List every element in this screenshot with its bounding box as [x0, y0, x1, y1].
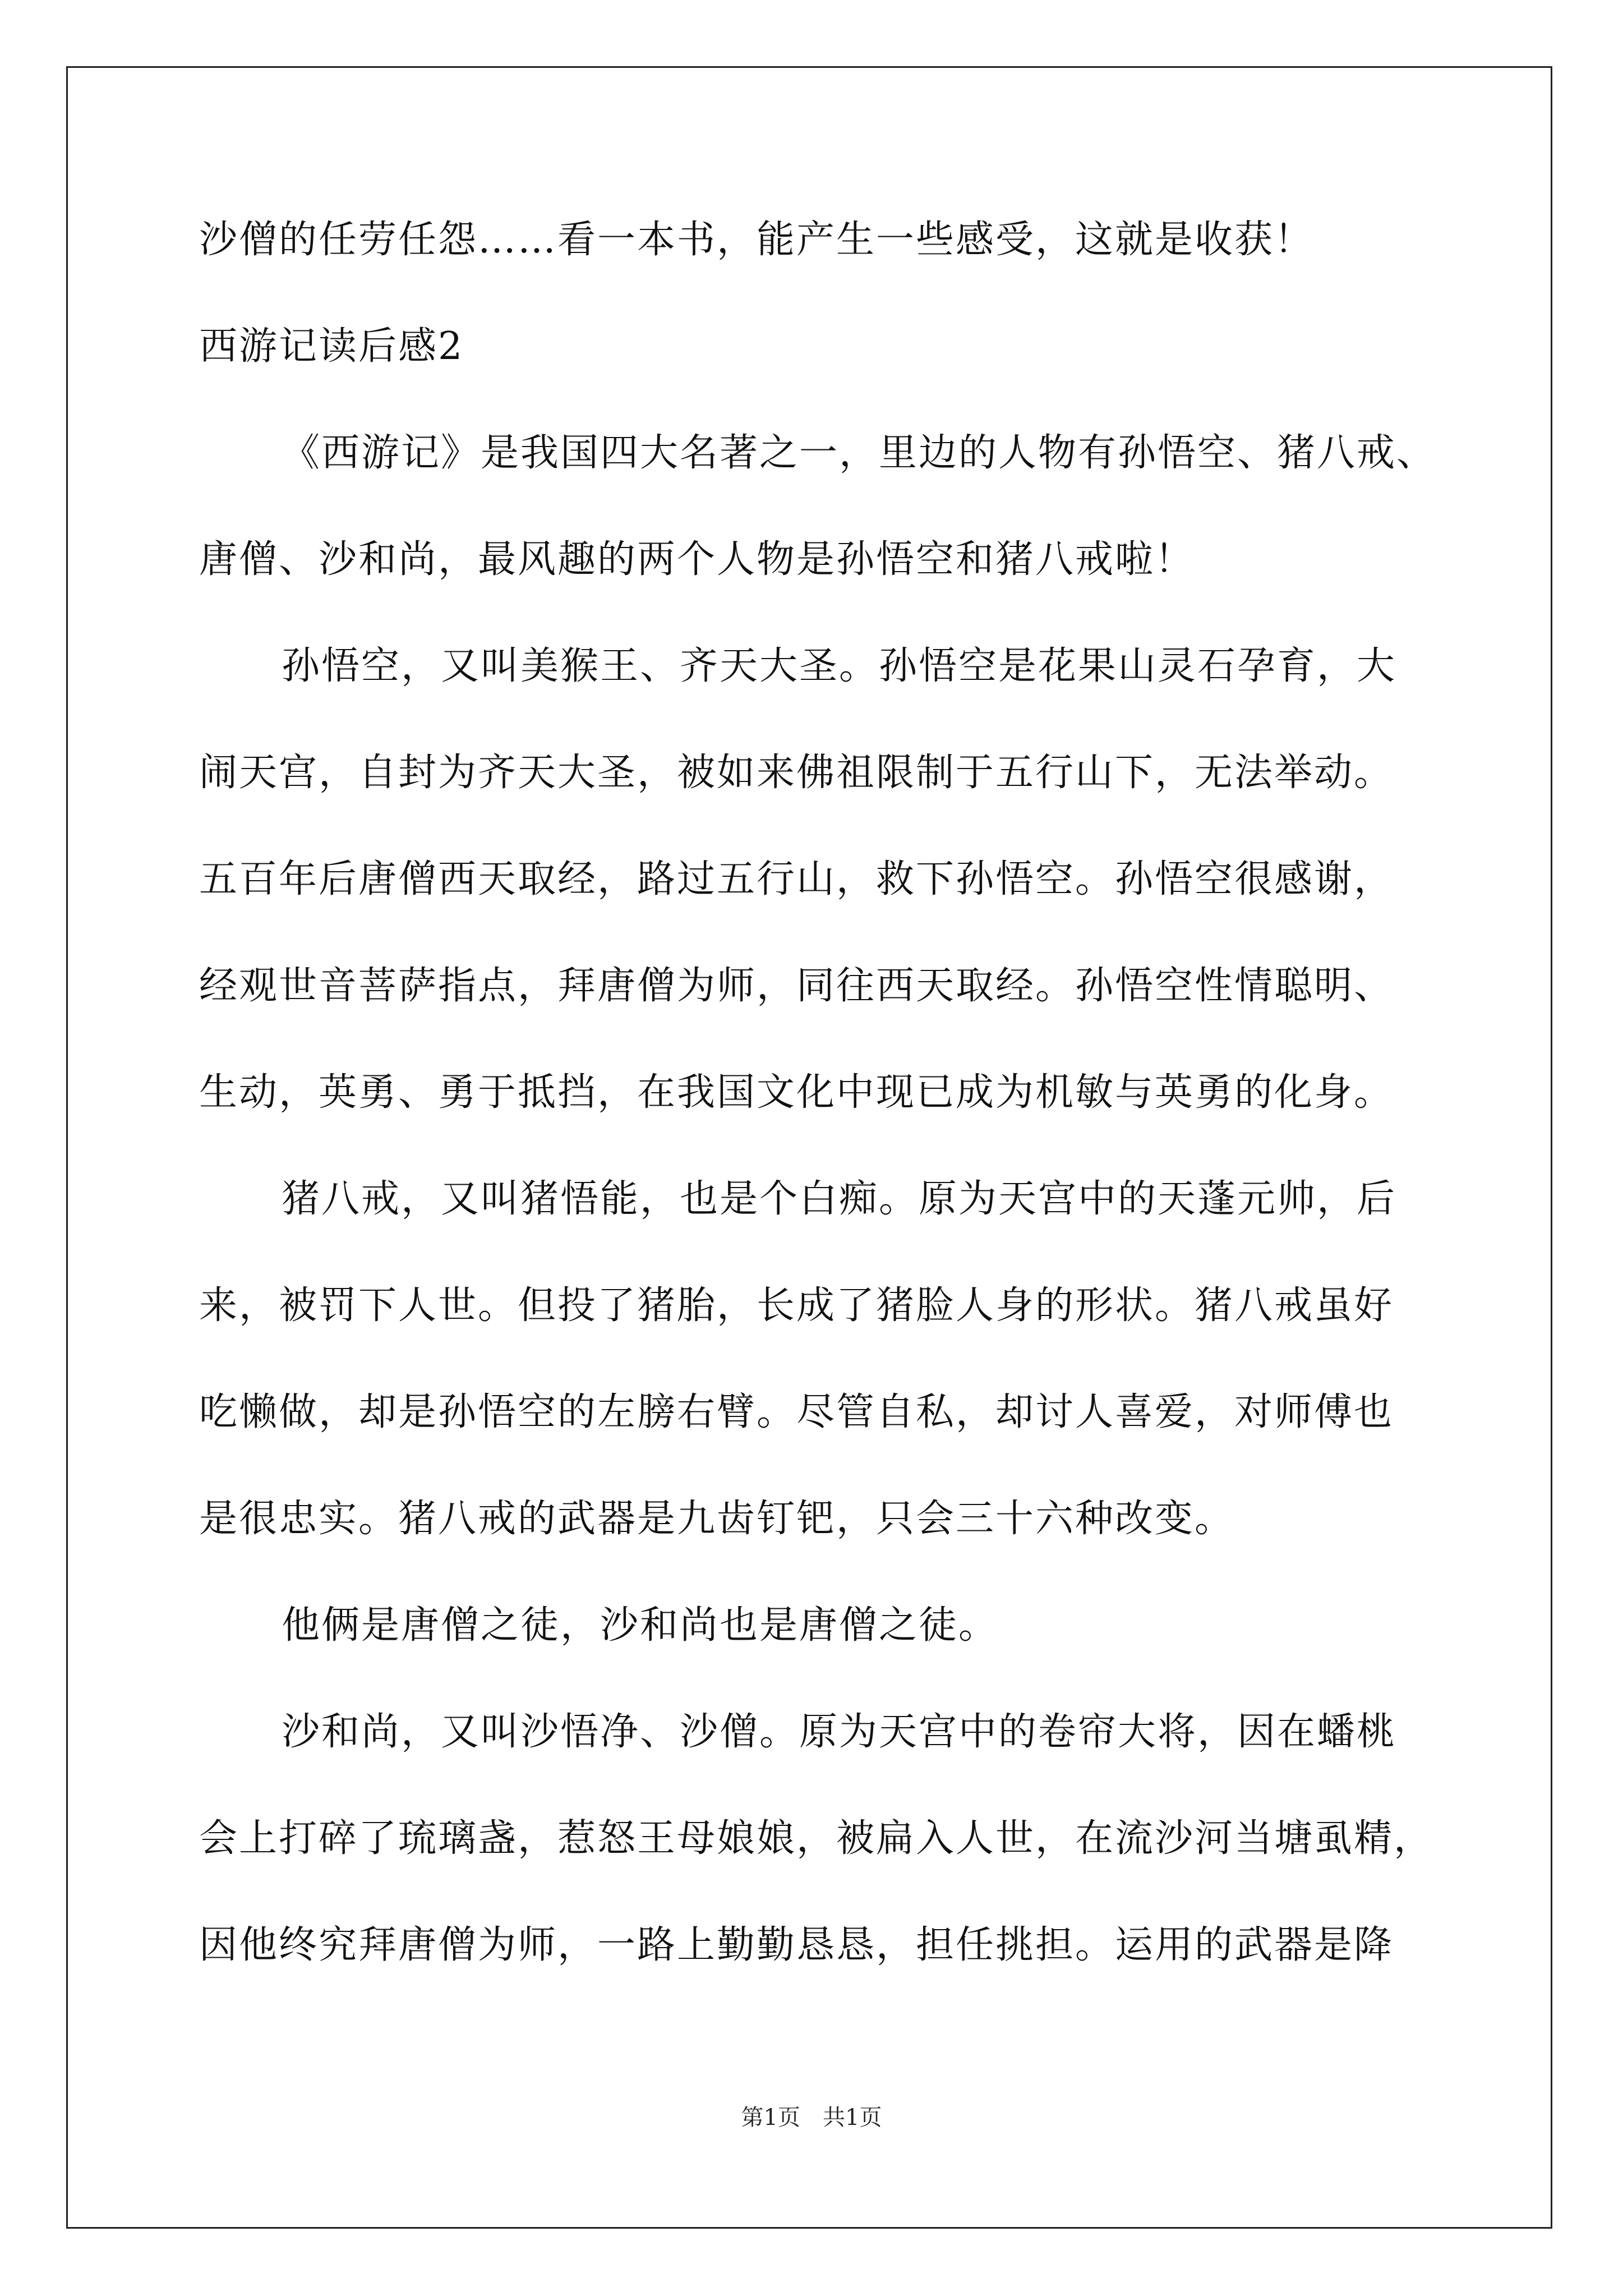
text-line-7: 五百年后唐僧西天取经，路过五行山，救下孙悟空。孙悟空很感谢，: [199, 857, 1394, 901]
text-line-1: 沙僧的任劳任怨……看一本书，能产生一些感受，这就是收获！: [199, 218, 1315, 262]
text-line-9: 生动，英勇、勇于抵挡，在我国文化中现已成为机敏与英勇的化身。: [199, 1070, 1394, 1115]
text-line-17: 因他终究拜唐僧为师，一路上勤勤恳恳，担任挑担。运用的武器是降: [199, 1923, 1394, 1967]
text-line-13: 是很忠实。猪八戒的武器是九齿钉钯，只会三十六种改变。: [199, 1497, 1235, 1541]
text-line-14: 他俩是唐僧之徒，沙和尚也是唐僧之徒。: [282, 1603, 999, 1648]
text-line-15: 沙和尚，又叫沙悟净、沙僧。原为天宫中的卷帘大将，因在蟠桃: [282, 1710, 1397, 1754]
text-line-10: 猪八戒，又叫猪悟能，也是个白痴。原为天宫中的天蓬元帅，后: [282, 1177, 1397, 1221]
section-title: 西游记读后感2: [199, 324, 464, 369]
text-line-16: 会上打碎了琉璃盏，惹怒王母娘娘，被扁入人世，在流沙河当塘虱精，: [199, 1816, 1434, 1861]
page-number-footer: 第1页 共1页: [741, 2105, 882, 2131]
text-line-8: 经观世音菩萨指点，拜唐僧为师，同往西天取经。孙悟空性情聪明、: [199, 964, 1394, 1008]
text-line-4: 唐僧、沙和尚，最风趣的两个人物是孙悟空和猪八戒啦！: [199, 537, 1195, 582]
text-line-6: 闹天宫，自封为齐天大圣，被如来佛祖限制于五行山下，无法举动。: [199, 751, 1394, 795]
text-line-3: 《西游记》是我国四大名著之一，里边的人物有孙悟空、猪八戒、: [282, 431, 1437, 475]
text-line-5: 孙悟空，又叫美猴王、齐天大圣。孙悟空是花果山灵石孕育，大: [282, 644, 1397, 688]
text-line-11: 来，被罚下人世。但投了猪胎，长成了猪脸人身的形状。猪八戒虽好: [199, 1283, 1394, 1328]
page-border: [66, 66, 1552, 2229]
text-line-12: 吃懒做，却是孙悟空的左膀右臂。尽管自私，却讨人喜爱，对师傅也: [199, 1390, 1394, 1434]
